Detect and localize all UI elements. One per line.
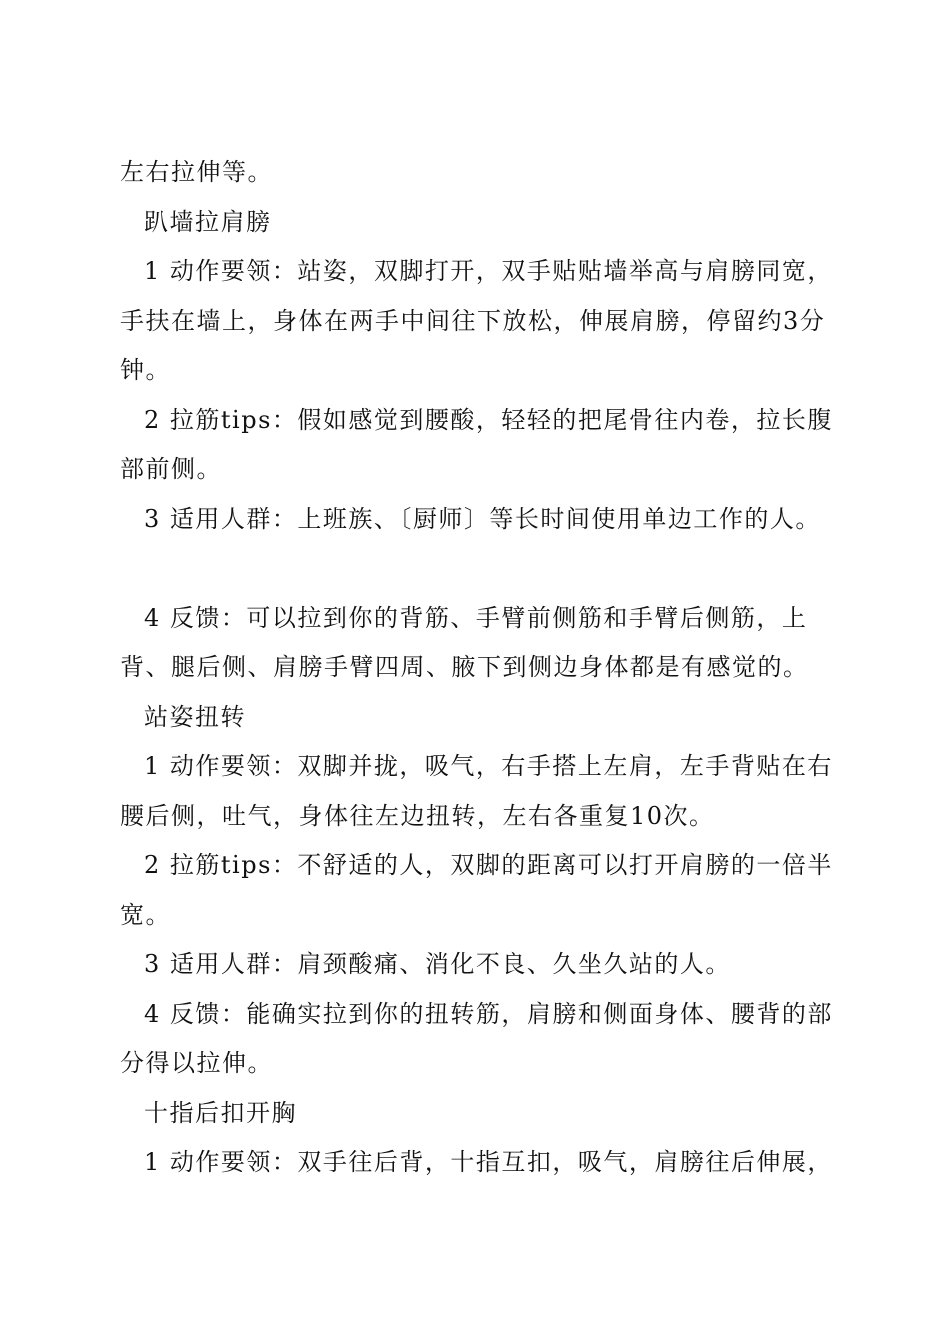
paragraph-twist-audience: 3 适用人群：肩颈酸痛、消化不良、久坐久站的人。 [144, 950, 731, 978]
paragraph-twist-tips: 2 拉筋tips：不舒适的人，双脚的距离可以打开肩膀的一倍半宽。 [120, 851, 833, 929]
paragraph-wall-stretch-tips: 2 拉筋tips：假如感觉到腰酸，轻轻的把尾骨往内卷，拉长腹部前侧。 [120, 405, 833, 483]
paragraph-chest-opener-steps: 1 动作要领：双手往后背，十指互扣，吸气，肩膀往后伸展， [144, 1148, 833, 1176]
paragraph-wall-stretch-feedback: 4 反馈：可以拉到你的背筋、手臂前侧筋和手臂后侧筋，上背、腿后侧、肩膀手臂四周、腋下到侧边身体都是有感觉的。 [120, 603, 809, 681]
paragraph-wall-stretch-steps: 1 动作要领：站姿，双脚打开，双手贴贴墙举高与肩膀同宽，手扶在墙上，身体在两手中间往下放松，伸展肩膀，停留约3分钟。 [120, 257, 833, 384]
section-heading-standing-twist: 站姿扭转 [144, 702, 246, 731]
section-heading-wall-shoulder-stretch: 趴墙拉肩膀 [144, 207, 272, 236]
blank-line [120, 544, 850, 594]
paragraph-continuation: 左右拉伸等。 [120, 158, 273, 186]
paragraph-twist-steps: 1 动作要领：双脚并拢，吸气，右手搭上左肩，左手背贴在右腰后侧，吐气，身体往左边扭转，左右各重复10次。 [120, 752, 833, 830]
paragraph-wall-stretch-audience: 3 适用人群：上班族、〔厨师〕等长时间使用单边工作的人。 [144, 504, 821, 533]
paragraph-twist-feedback: 4 反馈：能确实拉到你的扭转筋，肩膀和侧面身体、腰背的部分得以拉伸。 [120, 999, 833, 1077]
document-body [120, 148, 850, 1188]
section-heading-finger-clasp-chest-opener: 十指后扣开胸 [144, 1098, 297, 1127]
